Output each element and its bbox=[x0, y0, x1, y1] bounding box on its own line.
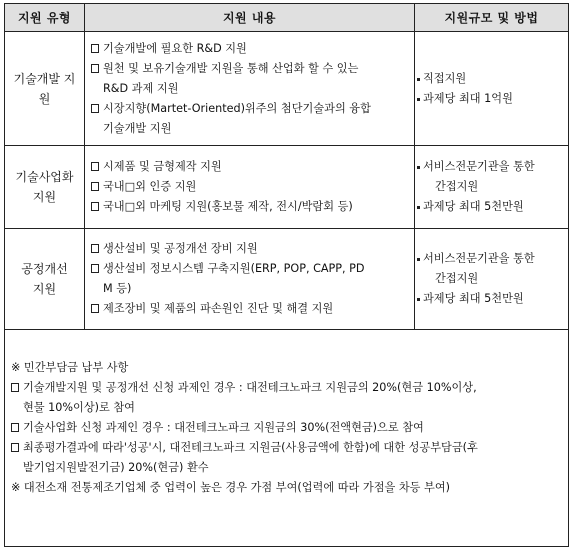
item-text: 과제당 최대 5천만원 bbox=[423, 292, 524, 305]
table-header-row bbox=[5, 4, 569, 32]
list-item bbox=[417, 157, 566, 177]
notes-title: ※ 민간부담금 납부 사항 bbox=[11, 361, 129, 374]
item-text-continued: 간접지원 bbox=[435, 272, 479, 285]
checkbox-square-icon bbox=[91, 304, 99, 313]
bullet-dot-icon bbox=[417, 206, 420, 209]
item-text: 생산설비 및 공정개선 장비 지원 bbox=[103, 242, 258, 255]
support-scale-cell bbox=[415, 229, 569, 330]
checkbox-square-icon bbox=[11, 383, 19, 392]
item-text-continued: R&D 과제 지원 bbox=[103, 81, 179, 95]
checkbox-square-icon bbox=[91, 264, 99, 273]
item-text: 서비스전문기관을 통한 bbox=[423, 252, 535, 265]
item-text: 과제당 최대 1억원 bbox=[423, 91, 513, 105]
item-text-continued: M 등) bbox=[103, 282, 132, 295]
table-row bbox=[5, 32, 569, 146]
note-text: 최종평가결과에 따라'성공'시, 대전테크노파크 지원금(사용금액에 한함)에 대한 성공부담금(후 bbox=[23, 441, 478, 454]
item-text: 직접지원 bbox=[423, 71, 467, 85]
item-text: 생산설비 정보시스템 구축지원(ERP, POP, CAPP, PD bbox=[103, 262, 365, 275]
support-scale-cell bbox=[415, 146, 569, 229]
list-item bbox=[417, 69, 566, 89]
bullet-dot-icon bbox=[417, 258, 420, 261]
checkbox-square-icon bbox=[91, 202, 99, 211]
list-item bbox=[91, 177, 410, 197]
notes-spacer bbox=[11, 340, 562, 358]
item-text: 국내□외 인증 지원 bbox=[103, 180, 197, 193]
list-item bbox=[91, 39, 410, 59]
list-item bbox=[91, 239, 410, 259]
table-row bbox=[5, 146, 569, 229]
list-item bbox=[91, 259, 410, 279]
list-item bbox=[417, 197, 566, 217]
support-content-cell bbox=[85, 32, 415, 146]
list-item bbox=[91, 157, 410, 177]
list-item bbox=[91, 59, 410, 79]
bullet-dot-icon bbox=[417, 298, 420, 301]
support-scale-cell bbox=[415, 32, 569, 146]
item-text-continued: 기술개발 지원 bbox=[103, 121, 172, 135]
support-content-cell bbox=[85, 146, 415, 229]
item-text: 국내□외 마케팅 지원(홍보물 제작, 전시/박람회 등) bbox=[103, 200, 353, 213]
header-support-content-label: 지원 내용 bbox=[222, 11, 277, 25]
checkbox-square-icon bbox=[11, 443, 19, 452]
support-type-line: 공정개선 bbox=[21, 262, 68, 276]
item-text: 시제품 및 금형제작 지원 bbox=[103, 160, 222, 173]
bullet-dot-icon bbox=[417, 98, 420, 101]
note-text: 기술사업화 신청 과제인 경우 : 대전테크노파크 지원금의 30%(전액현금)으로 참여 bbox=[23, 421, 424, 434]
support-type-cell bbox=[5, 32, 85, 146]
header-support-type bbox=[5, 4, 85, 32]
checkbox-square-icon bbox=[91, 182, 99, 191]
header-support-scale-label: 지원규모 및 방법 bbox=[444, 11, 539, 25]
checkbox-square-icon bbox=[91, 244, 99, 253]
support-type-line: 기술사업화 bbox=[15, 170, 74, 184]
item-text: 과제당 최대 5천만원 bbox=[423, 200, 524, 213]
note-text-continued: 발기업지원발전기금) 20%(현금) 환수 bbox=[23, 461, 209, 474]
item-text: 원천 및 보유기술개발 지원을 통해 산업화 할 수 있는 bbox=[103, 61, 359, 75]
list-item bbox=[91, 99, 410, 119]
support-type-line: 지원 bbox=[32, 190, 57, 204]
header-support-type-label: 지원 유형 bbox=[17, 11, 72, 25]
item-text: 제조장비 및 제품의 파손원인 진단 및 해결 지원 bbox=[103, 302, 334, 315]
checkbox-square-icon bbox=[91, 44, 99, 53]
notes-footer: ※ 대전소재 전통제조기업체 중 업력이 높은 경우 가점 부여(업력에 따라 가점을 차등 부여) bbox=[11, 481, 451, 494]
support-table-frame bbox=[4, 3, 568, 534]
support-type-cell bbox=[5, 229, 85, 330]
support-type-line: 기술개발 지 bbox=[13, 71, 76, 86]
item-text: 기술개발에 필요한 R&D 지원 bbox=[103, 41, 247, 55]
notes-cell bbox=[5, 330, 569, 547]
support-type-line: 원 bbox=[38, 91, 51, 106]
support-type-line: 지원 bbox=[32, 282, 57, 296]
item-text: 서비스전문기관을 통한 bbox=[423, 160, 535, 173]
note-item bbox=[11, 378, 562, 398]
bullet-dot-icon bbox=[417, 166, 420, 169]
item-text-continued: 간접지원 bbox=[435, 180, 479, 193]
checkbox-square-icon bbox=[91, 104, 99, 113]
checkbox-square-icon bbox=[91, 64, 99, 73]
bullet-dot-icon bbox=[417, 78, 420, 81]
list-item bbox=[417, 249, 566, 269]
note-item bbox=[11, 418, 562, 438]
note-item bbox=[11, 438, 562, 458]
table-row bbox=[5, 229, 569, 330]
checkbox-square-icon bbox=[91, 162, 99, 171]
list-item bbox=[91, 299, 410, 319]
list-item bbox=[417, 89, 566, 109]
checkbox-square-icon bbox=[11, 423, 19, 432]
header-support-scale bbox=[415, 4, 569, 32]
support-table bbox=[4, 3, 569, 547]
list-item bbox=[91, 197, 410, 217]
note-text-continued: 현물 10%이상)로 참여 bbox=[23, 401, 135, 414]
header-support-content bbox=[85, 4, 415, 32]
support-content-cell bbox=[85, 229, 415, 330]
list-item bbox=[417, 289, 566, 309]
notes-row bbox=[5, 330, 569, 547]
note-text: 기술개발지원 및 공정개선 신청 과제인 경우 : 대전테크노파크 지원금의 20%(현금 10%이상, bbox=[23, 381, 477, 394]
support-type-cell bbox=[5, 146, 85, 229]
item-text: 시장지향(Martet-Oriented)위주의 첨단기술과의 융합 bbox=[103, 101, 371, 115]
